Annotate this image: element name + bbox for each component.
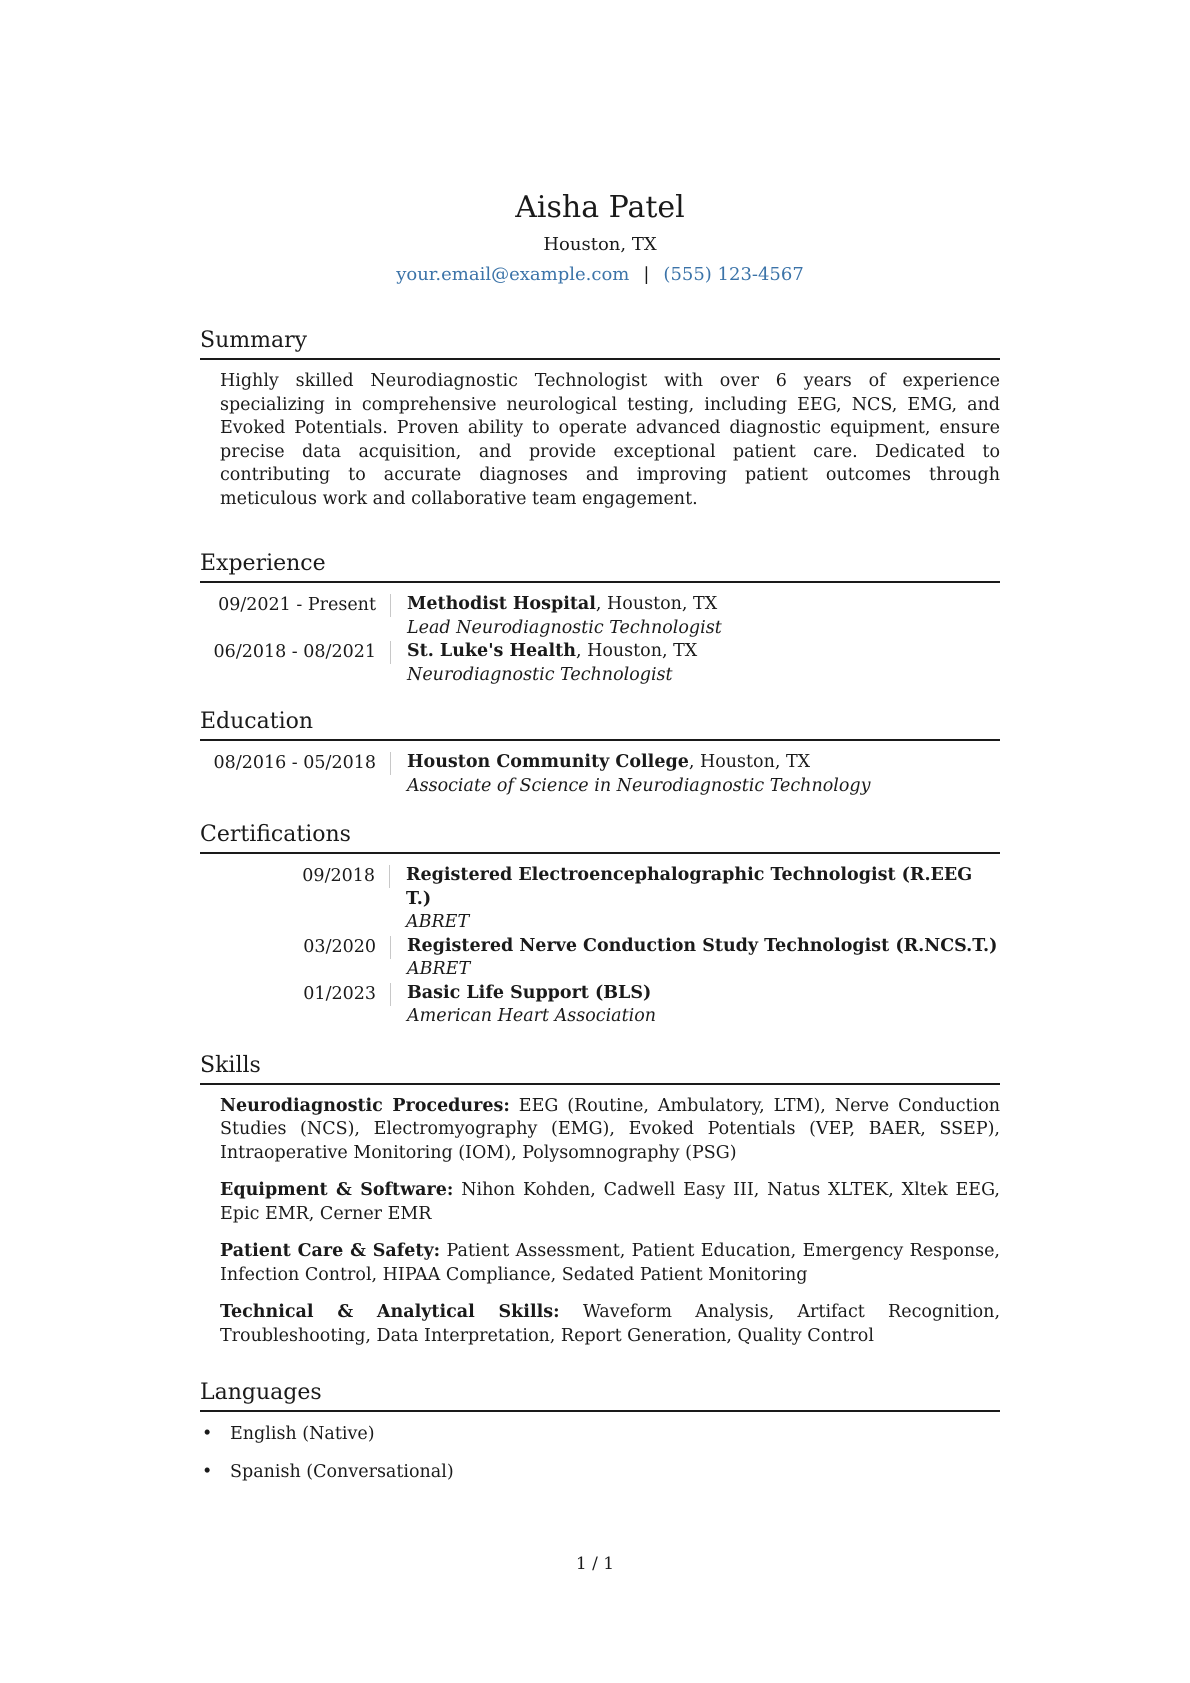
skill-group [220,1179,1000,1226]
languages-section [200,1378,1000,1484]
contact-line [200,262,1000,288]
skills-heading: Skills [200,1051,1000,1085]
entry-location: , Houston, TX [595,594,718,614]
skill-group-label: Technical & Analytical Skills: [220,1302,560,1322]
entry-date: 06/2018 - 08/2021 [200,641,391,664]
certifications-section [200,820,1000,1029]
bullet-icon: • [202,1462,213,1482]
entry-date: 09/2018 [200,865,390,888]
certification-name: Registered Electroencephalographic Technologist (R.EEG T.) [406,865,973,909]
certifications-heading: Certifications [200,820,1000,854]
entry-location: , Houston, TX [688,752,811,772]
summary-section [200,326,1000,511]
bullet-icon: • [202,1424,213,1444]
entry-organization: Methodist Hospital [407,594,596,614]
certification-issuer: American Heart Association [407,1006,657,1026]
certification-entry [200,935,1000,982]
education-entry [200,751,1000,798]
skill-group-text: Patient Assessment, Patient Education, Emergency Response, Infection Control, HIPAA Compliance, Sedated Patient Monitoring [220,1241,1000,1285]
skill-group [220,1240,1000,1287]
skill-group-text: EEG (Routine, Ambulatory, LTM), Nerve Conduction Studies (NCS), Electromyography (EMG), Evoked Potentials (VEP, BAER, SSEP), Intraoperative Monitoring (IOM), Polysomnography (PSG) [220,1095,1000,1163]
languages-list [200,1422,1000,1484]
entry-degree: Associate of Science in Neurodiagnostic Technology [407,775,871,796]
page-number: 1 / 1 [575,1554,615,1574]
skill-group-label: Patient Care & Safety: [220,1241,441,1261]
certification-entry [200,864,1000,935]
phone-link[interactable]: (555) 123-4567 [663,264,804,285]
skill-group-text: Waveform Analysis, Artifact Recognition, Troubleshooting, Data Interpretation, Report Generation, Quality Control [220,1302,1001,1346]
language-text: English (Native) [230,1424,375,1444]
experience-heading: Experience [200,549,1000,583]
language-text: Spanish (Conversational) [230,1462,454,1482]
entry-role: Neurodiagnostic Technologist [407,664,673,685]
certification-entry [200,982,1000,1029]
entry-date: 01/2023 [200,983,391,1006]
skill-group-label: Equipment & Software: [220,1180,454,1200]
skill-group [220,1095,1000,1166]
certification-issuer: ABRET [407,959,471,979]
experience-entry [200,640,1000,687]
languages-heading: Languages [200,1378,1000,1412]
entry-role: Lead Neurodiagnostic Technologist [407,617,722,638]
language-item [200,1460,1000,1484]
entry-organization: Houston Community College [407,752,689,772]
entry-date: 09/2021 - Present [200,594,391,617]
experience-entry [200,593,1000,640]
email-link[interactable]: your.email@example.com [396,264,630,285]
skill-group-text: Nihon Kohden, Cadwell Easy III, Natus XLTEK, Xltek EEG, Epic EMR, Cerner EMR [220,1180,1000,1224]
language-item [200,1422,1000,1446]
candidate-name: Aisha Patel [515,190,685,225]
entry-date: 08/2016 - 05/2018 [200,752,391,775]
summary-text: Highly skilled Neurodiagnostic Technologist with over 6 years of experience specializing in comprehensive neurological testing, including EEG, NCS, EMG, and Evoked Potentials. Proven ability to operate advanced diagnostic equipment, ensure precise data acquisition, and provide exceptional patient care. Dedicated to contributing to accurate diagnoses and improving patient outcomes through meticulous work and collaborative team engagement. [220,371,1000,509]
skills-section [200,1051,1000,1349]
candidate-location: Houston, TX [543,234,657,255]
entry-location: , Houston, TX [575,641,698,661]
entry-organization: St. Luke's Health [407,641,576,661]
certification-issuer: ABRET [406,912,470,932]
certification-name: Registered Nerve Conduction Study Technologist (R.NCS.T.) [407,935,998,956]
education-section [200,707,1000,798]
resume-header [200,188,1000,288]
education-heading: Education [200,707,1000,741]
summary-heading: Summary [200,326,1000,360]
resume-page [200,188,1000,1498]
experience-section [200,549,1000,687]
contact-separator: | [643,264,650,285]
certification-name: Basic Life Support (BLS) [407,982,652,1003]
skill-group [220,1301,1000,1348]
entry-date: 03/2020 [200,936,391,959]
skill-group-label: Neurodiagnostic Procedures: [220,1095,510,1116]
